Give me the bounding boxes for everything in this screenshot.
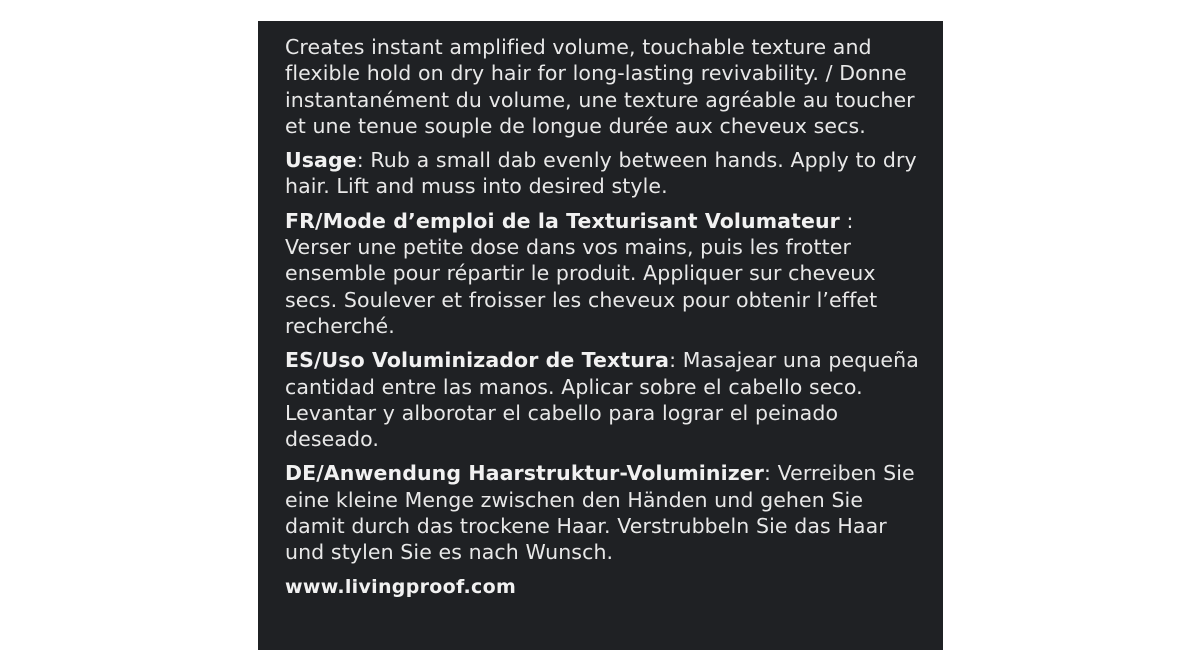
usage-text: : Rub a small dab evenly between hands. Apply to dry hair. Lift and muss into desired style. bbox=[285, 148, 917, 199]
french-instructions bbox=[285, 208, 923, 339]
usage-heading: Usage bbox=[285, 148, 357, 173]
usage-instructions bbox=[285, 147, 923, 200]
german-instructions bbox=[285, 460, 923, 565]
website-url: www.livingproof.com bbox=[285, 575, 517, 598]
french-heading: FR/Mode d’emploi de la Texturisant Volumateur bbox=[285, 208, 840, 233]
spanish-instructions bbox=[285, 347, 923, 452]
french-text: : Verser une petite dose dans vos mains, puis les frotter ensemble pour répartir le produit. Appliquer sur cheveux secs. Soulever et froisser les cheveux pour obtenir l’effet recherché. bbox=[285, 208, 878, 338]
spanish-heading: ES/Uso Voluminizador de Textura bbox=[285, 348, 670, 373]
product-description bbox=[285, 34, 923, 139]
german-text: : Verreiben Sie eine kleine Menge zwischen den Händen und gehen Sie damit durch das trockene Haar. Verstrubbeln Sie das Haar und stylen Sie es nach Wunsch. bbox=[285, 461, 915, 565]
product-label-panel bbox=[258, 21, 943, 650]
german-heading: DE/Anwendung Haarstruktur-Voluminizer bbox=[285, 461, 764, 486]
description-text: Creates instant amplified volume, touchable texture and flexible hold on dry hair for long-lasting revivability. / Donne instantanément du volume, une texture agréable au toucher et une tenue souple de longue durée aux cheveux secs. bbox=[285, 35, 915, 138]
spanish-text: : Masajear una pequeña cantidad entre las manos. Aplicar sobre el cabello seco. Levantar y alborotar el cabello para lograr el peinado deseado. bbox=[285, 348, 919, 452]
